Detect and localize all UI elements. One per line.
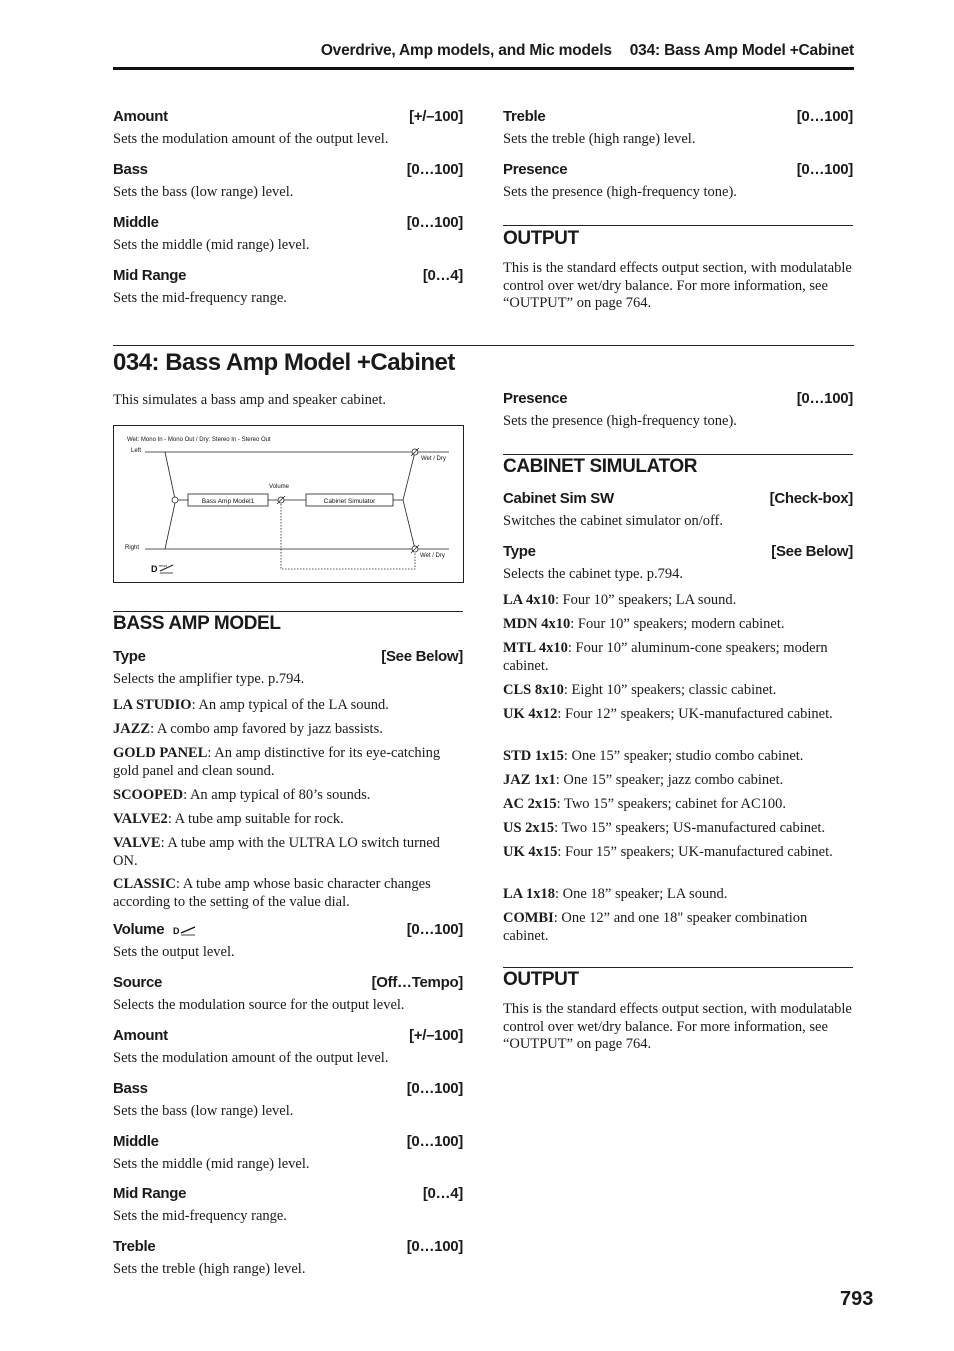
param-name: Amount xyxy=(113,108,168,125)
param-range: [0…100] xyxy=(796,161,853,178)
param-desc: Selects the cabinet type. p.794. xyxy=(503,566,683,582)
param-cabinet-sim-sw xyxy=(503,490,853,531)
param-middle xyxy=(113,1133,463,1174)
cabinet-type-key: STD 1x15 xyxy=(503,748,564,764)
right-column-lower xyxy=(503,390,853,1090)
param-desc: Sets the bass (low range) level. xyxy=(113,184,294,200)
param-desc: Selects the modulation source for the output level. xyxy=(113,997,405,1013)
amp-type-text: : A combo amp favored by jazz bassists. xyxy=(150,721,383,737)
param-range: [Check-box] xyxy=(769,490,853,507)
param-desc: Sets the presence (high-frequency tone). xyxy=(503,184,737,200)
param-name: Mid Range xyxy=(113,267,187,284)
bass-amp-section xyxy=(113,611,463,1301)
cabinet-type-key: UK 4x15 xyxy=(503,844,558,860)
dmod-icon: D xyxy=(151,564,158,574)
section-rule xyxy=(503,225,853,226)
param-range: [0…100] xyxy=(406,161,463,178)
param-desc: Sets the modulation amount of the output level. xyxy=(113,131,389,147)
param-name: Bass xyxy=(113,1080,148,1097)
cabinet-type-text: : Four 10” aluminum-cone speakers; modern cabinet. xyxy=(503,640,828,674)
cabinet-type-text: : One 15” speaker; studio combo cabinet. xyxy=(563,748,804,764)
param-presence xyxy=(503,390,853,431)
cabinet-type-item xyxy=(503,640,853,675)
param-mid-range xyxy=(113,1185,463,1226)
param-type xyxy=(113,648,463,689)
param-desc: Sets the mid-frequency range. xyxy=(113,290,287,306)
dmod-icon-sup: mod xyxy=(159,563,167,568)
param-range: [See Below] xyxy=(771,543,853,560)
cabinet-type-item xyxy=(503,796,853,814)
param-desc: Selects the amplifier type. p.794. xyxy=(113,671,305,687)
block-cabinet-label: Cabinet Simulator xyxy=(323,498,376,505)
param-desc: Sets the middle (mid range) level. xyxy=(113,237,310,253)
diagram-wetdry-top: Wet / Dry xyxy=(421,456,446,462)
svg-text:D: D xyxy=(173,926,180,936)
cabinet-type-key: MTL 4x10 xyxy=(503,640,568,656)
param-range: [0…100] xyxy=(406,214,463,231)
param-amount xyxy=(113,1027,463,1068)
amp-type-key: VALVE2 xyxy=(113,811,168,827)
param-range: [+/–100] xyxy=(409,108,463,125)
amp-type-item xyxy=(113,811,463,829)
diagram-frame xyxy=(114,426,464,583)
diagram-left-label: Left xyxy=(131,448,142,454)
header-effect: 034: Bass Amp Model +Cabinet xyxy=(629,42,854,59)
amp-type-item xyxy=(113,835,463,870)
param-cabinet-type xyxy=(503,543,853,584)
param-range: [Off…Tempo] xyxy=(371,974,463,991)
cabinet-type-key: LA 1x18 xyxy=(503,886,555,902)
cabinet-type-key: CLS 8x10 xyxy=(503,682,564,698)
param-name: Type xyxy=(503,543,536,560)
param-bass xyxy=(113,1080,463,1121)
param-range: [0…4] xyxy=(422,267,463,284)
param-range: [+/–100] xyxy=(409,1027,463,1044)
cabinet-type-item xyxy=(503,706,853,724)
cabinet-type-item xyxy=(503,616,853,634)
section-rule xyxy=(113,611,463,612)
diagram-wetdry-bottom: Wet / Dry xyxy=(420,553,445,559)
amp-type-item xyxy=(113,721,463,739)
param-desc: Sets the treble (high range) level. xyxy=(113,1261,306,1277)
cabinet-type-text: : Four 10” speakers; LA sound. xyxy=(554,592,737,608)
cabinet-type-text: : Four 15” speakers; UK-manufactured cabinet. xyxy=(557,844,833,860)
amp-type-key: VALVE xyxy=(113,835,161,851)
running-header xyxy=(113,42,854,60)
param-name: Middle xyxy=(113,1133,159,1150)
param-range: [0…100] xyxy=(406,1080,463,1097)
param-range: [0…100] xyxy=(796,108,853,125)
section-rule xyxy=(503,967,853,968)
diagram-volume-label: Volume xyxy=(269,484,290,490)
param-name: Presence xyxy=(503,390,568,407)
cabinet-type-text: : One 15” speaker; jazz combo cabinet. xyxy=(555,772,784,788)
param-name: Cabinet Sim SW xyxy=(503,490,614,507)
cabinet-type-item xyxy=(503,592,853,610)
amp-type-item xyxy=(113,697,463,715)
amp-type-key: CLASSIC xyxy=(113,876,176,892)
dmod-icon xyxy=(172,924,198,936)
param-source xyxy=(113,974,463,1015)
cabinet-type-item xyxy=(503,820,853,838)
section-title-bass-amp: BASS AMP MODEL xyxy=(113,613,281,634)
amp-type-key: SCOOPED xyxy=(113,787,184,803)
amp-type-item xyxy=(113,787,463,805)
cabinet-type-key: UK 4x12 xyxy=(503,706,558,722)
param-range: [See Below] xyxy=(381,648,463,665)
cabinet-type-text: : One 18” speaker; LA sound. xyxy=(554,886,728,902)
section-title-cabinet: CABINET SIMULATOR xyxy=(503,456,698,477)
mix-node xyxy=(172,497,178,503)
param-desc: Sets the modulation amount of the output level. xyxy=(113,1050,389,1066)
section-title-output: OUTPUT xyxy=(503,228,579,249)
param-volume xyxy=(113,921,463,962)
block-bass-amp-label: Bass Amp Model1 xyxy=(201,498,255,505)
amp-type-key: GOLD PANEL xyxy=(113,745,208,761)
effect-title: 034: Bass Amp Model +Cabinet xyxy=(113,349,455,376)
amp-type-key: LA STUDIO xyxy=(113,697,192,713)
param-range: [0…100] xyxy=(406,921,463,938)
cabinet-type-key: COMBI xyxy=(503,910,554,926)
section-divider xyxy=(113,345,854,346)
amp-type-text: : An amp distinctive for its eye-catching gold panel and clean sound. xyxy=(113,745,441,779)
param-desc: Sets the presence (high-frequency tone). xyxy=(503,413,737,429)
cabinet-type-item xyxy=(503,844,853,862)
param-range: [0…100] xyxy=(796,390,853,407)
param-treble xyxy=(113,1238,463,1279)
param-desc: Sets the middle (mid range) level. xyxy=(113,1156,310,1172)
amp-type-text: : A tube amp with the ULTRA LO switch turned ON. xyxy=(113,835,440,869)
cabinet-type-key: AC 2x15 xyxy=(503,796,557,812)
cabinet-type-key: JAZ 1x1 xyxy=(503,772,556,788)
header-section: Overdrive, Amp models, and Mic models xyxy=(320,42,612,59)
param-name: Treble xyxy=(503,108,546,125)
param-name: Source xyxy=(113,974,163,991)
page-number: 793 xyxy=(840,1288,874,1310)
param-middle xyxy=(113,214,463,255)
param-desc: Sets the mid-frequency range. xyxy=(113,1208,287,1224)
output-text: This is the standard effects output section, with modulatable control over wet/dry balance. For more information, see “OUTPUT” on page 764. xyxy=(503,1001,852,1052)
param-name: Bass xyxy=(113,161,148,178)
amp-type-text: : A tube amp whose basic character changes according to the setting of the value dial. xyxy=(113,876,431,910)
param-name: Volume xyxy=(113,921,165,938)
param-bass xyxy=(113,161,463,202)
param-range: [0…4] xyxy=(422,1185,463,1202)
param-name: Amount xyxy=(113,1027,168,1044)
param-amount xyxy=(113,108,463,149)
cabinet-type-text: : Four 10” speakers; modern cabinet. xyxy=(570,616,785,632)
section-title-output: OUTPUT xyxy=(503,969,579,990)
amp-type-text: : An amp typical of 80’s sounds. xyxy=(183,787,371,803)
cabinet-type-text: : Four 12” speakers; UK-manufactured cabinet. xyxy=(557,706,833,722)
amp-type-item xyxy=(113,745,463,780)
cabinet-type-item xyxy=(503,910,853,945)
param-mid-range xyxy=(113,267,463,308)
cabinet-type-text: : Eight 10” speakers; classic cabinet. xyxy=(563,682,777,698)
param-range: [0…100] xyxy=(406,1133,463,1150)
header-rule xyxy=(113,67,854,70)
cabinet-type-item xyxy=(503,748,853,766)
cabinet-type-key: LA 4x10 xyxy=(503,592,555,608)
cabinet-type-text: : Two 15” speakers; US-manufactured cabinet. xyxy=(554,820,826,836)
cabinet-type-key: US 2x15 xyxy=(503,820,555,836)
amp-type-key: JAZZ xyxy=(113,721,151,737)
cabinet-type-item xyxy=(503,772,853,790)
cabinet-type-text: : One 12” and one 18" speaker combination cabinet. xyxy=(503,910,808,944)
cabinet-type-item xyxy=(503,682,853,700)
param-range: [0…100] xyxy=(406,1238,463,1255)
amp-type-item xyxy=(113,876,463,911)
param-name: Mid Range xyxy=(113,1185,187,1202)
output-text: This is the standard effects output section, with modulatable control over wet/dry balance. For more information, see “OUTPUT” on page 764. xyxy=(503,260,852,311)
cabinet-type-key: MDN 4x10 xyxy=(503,616,571,632)
cabinet-type-item xyxy=(503,886,853,904)
param-desc: Switches the cabinet simulator on/off. xyxy=(503,513,724,529)
param-name: Middle xyxy=(113,214,159,231)
diagram-io-label: Wet: Mono In - Mono Out / Dry: Stereo In - Stereo Out xyxy=(127,437,271,443)
param-name: Type xyxy=(113,648,146,665)
cabinet-type-text: : Two 15” speakers; cabinet for AC100. xyxy=(556,796,787,812)
amp-type-text: : An amp typical of the LA sound. xyxy=(191,697,389,713)
signal-flow-diagram xyxy=(113,425,464,583)
param-desc: Sets the bass (low range) level. xyxy=(113,1103,294,1119)
effect-intro: This simulates a bass amp and speaker cabinet. xyxy=(113,392,387,408)
param-name: Treble xyxy=(113,1238,156,1255)
param-presence xyxy=(503,161,853,202)
param-treble xyxy=(503,108,853,149)
diagram-right-label: Right xyxy=(125,545,140,551)
param-name: Presence xyxy=(503,161,568,178)
param-desc: Sets the output level. xyxy=(113,944,235,960)
param-desc: Sets the treble (high range) level. xyxy=(503,131,696,147)
section-rule xyxy=(503,454,853,455)
amp-type-text: : A tube amp suitable for rock. xyxy=(167,811,344,827)
